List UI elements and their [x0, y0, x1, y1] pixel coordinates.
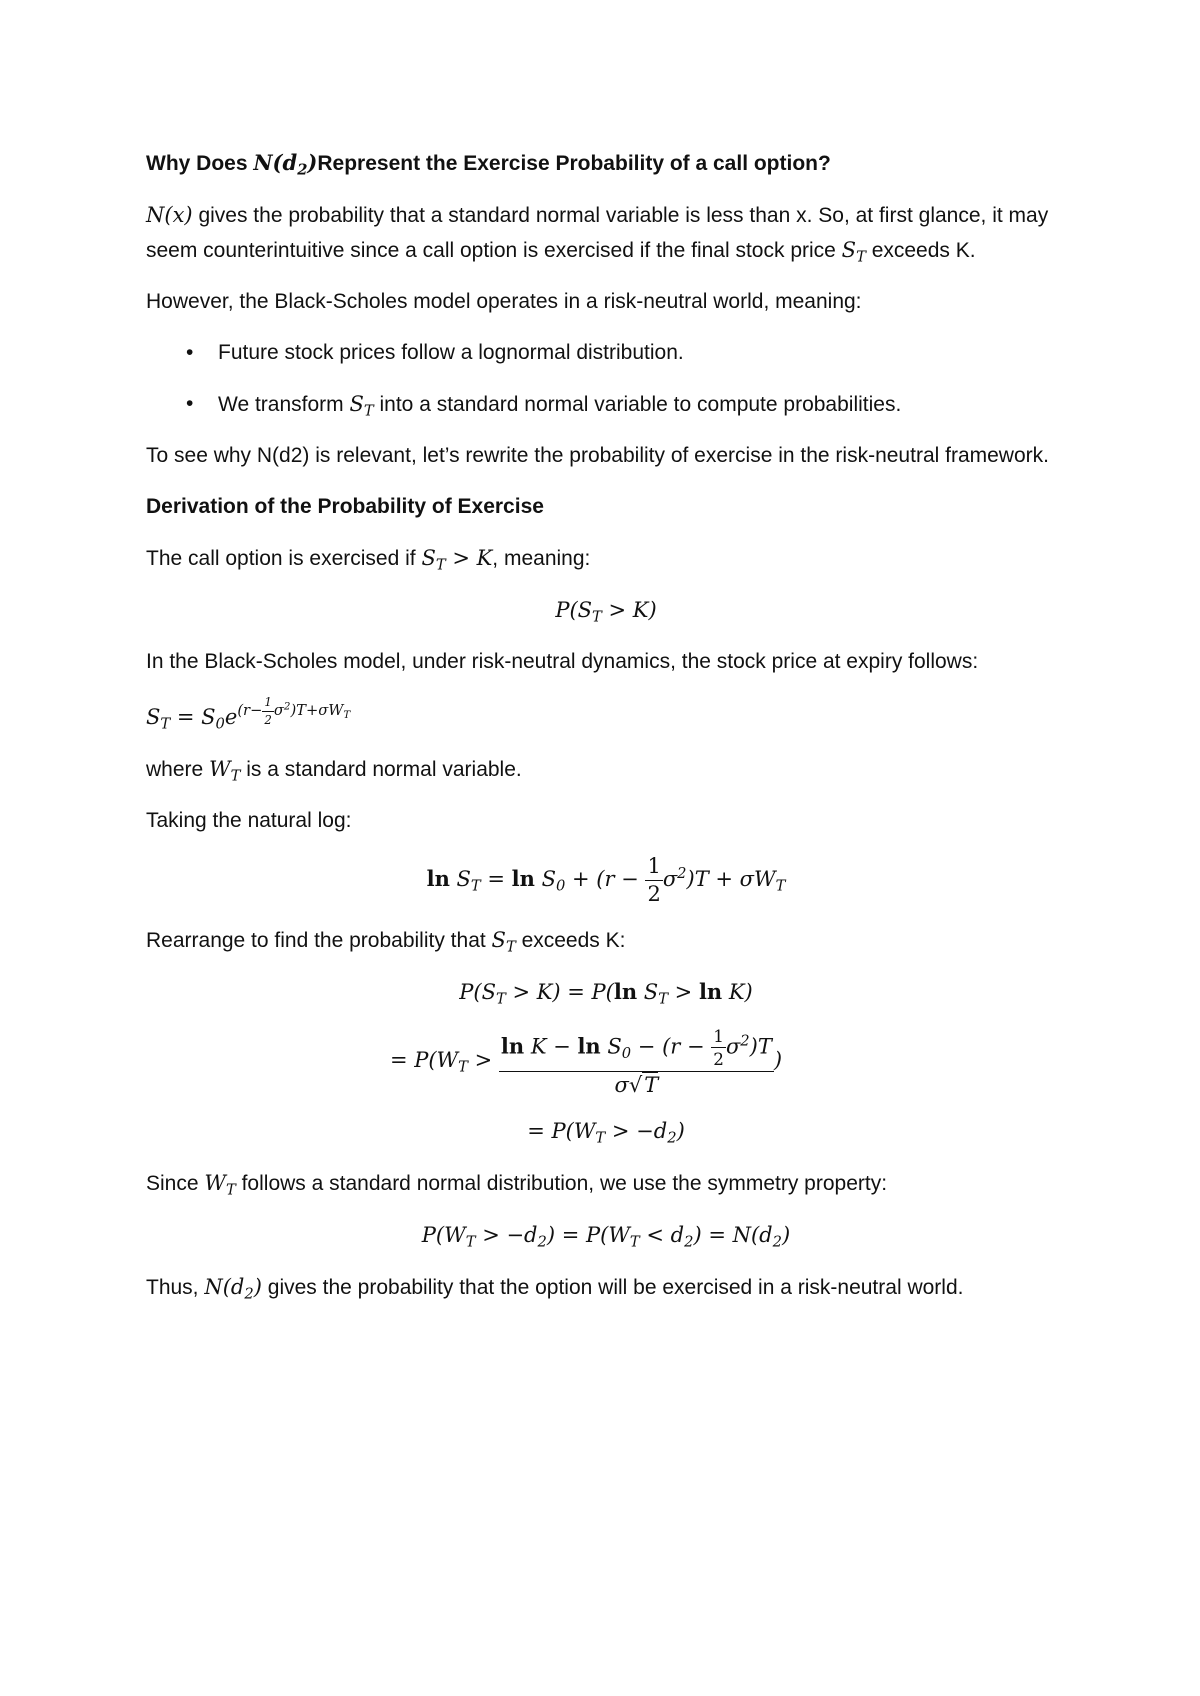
bullet-list [146, 336, 1066, 422]
paragraph-intro: N(x) gives the probability that a standard normal variable is less than x. So, at first glance, it may seem counterintuitive since a call option is exercised if the final stock price $S_T$ exceeds K. [146, 203, 1049, 266]
section-heading: Derivation of the Probability of Exercise [146, 495, 544, 518]
equation-prob-exercise: $P(S_T > K)$ [555, 598, 657, 626]
equation-log-prob: $P(S_T > K) = P(\ln$ $S_T > \ln K$) [459, 978, 753, 1008]
paragraph-natural-log: Taking the natural log: [146, 808, 352, 832]
equation-symmetry: $P(W_T > -d_2) = P(W_T < d_2) = N(d_2)$ [421, 1222, 791, 1251]
list-item: • We transform $S_T$ into a standard normal variable to compute probabilities. [146, 387, 1066, 422]
equation-log: $\ln S_T = \ln S_0 + (r$ − $\frac{1}{2}$ $\sigma^2)T + \sigma W_T$ [426, 853, 786, 906]
equation-minus-d2: = $P(W_T > -d_2)$ [527, 1118, 685, 1147]
paragraph-dynamics: In the Black-Scholes model, under risk-neutral dynamics, the stock price at expiry follows: [146, 650, 979, 673]
paragraph-rearrange: Rearrange to find the probability that $S_T$ exceeds K: [146, 927, 626, 956]
document-page [146, 146, 1066, 1322]
paragraph-risk-neutral: However, the Black-Scholes model operates in a risk-neutral world, meaning: [146, 290, 862, 313]
paragraph-exercise-condition: The call option is exercised if $S_T > K$, meaning: [146, 546, 591, 574]
paragraph-conclusion: Thus, $N(d_2)$ gives the probability that the option will be exercised in a risk-neutral world. [146, 1274, 964, 1303]
equation-stock-price: $S_T = S_0e^{(r- \frac{1}{2} \sigma^2)T+\sigma W_T}$ [146, 695, 351, 732]
paragraph-why-nd2: To see why N(d2) is relevant, let’s rewrite the probability of exercise in the risk-neutral framework. [146, 444, 1049, 467]
list-item: • Future stock prices follow a lognormal distribution. [146, 336, 1066, 370]
paragraph-where: where $W_T$ is a standard normal variable. [146, 756, 522, 784]
document-title: Why Does $N(d_2)Represent$ the Exercise Probability of a call option? [146, 150, 831, 179]
equation-standardized: = $P(W_T$ > $\ln K - \ln S_0 - (r$ − $\frac{1}{2}$ $\sigma^2)T$ σ√T ) [389, 1025, 783, 1097]
title-math: $N(d_2)$ [253, 150, 318, 179]
paragraph-symmetry: Since $W_T$ follows a standard normal distribution, we use the symmetry property: [146, 1170, 888, 1199]
